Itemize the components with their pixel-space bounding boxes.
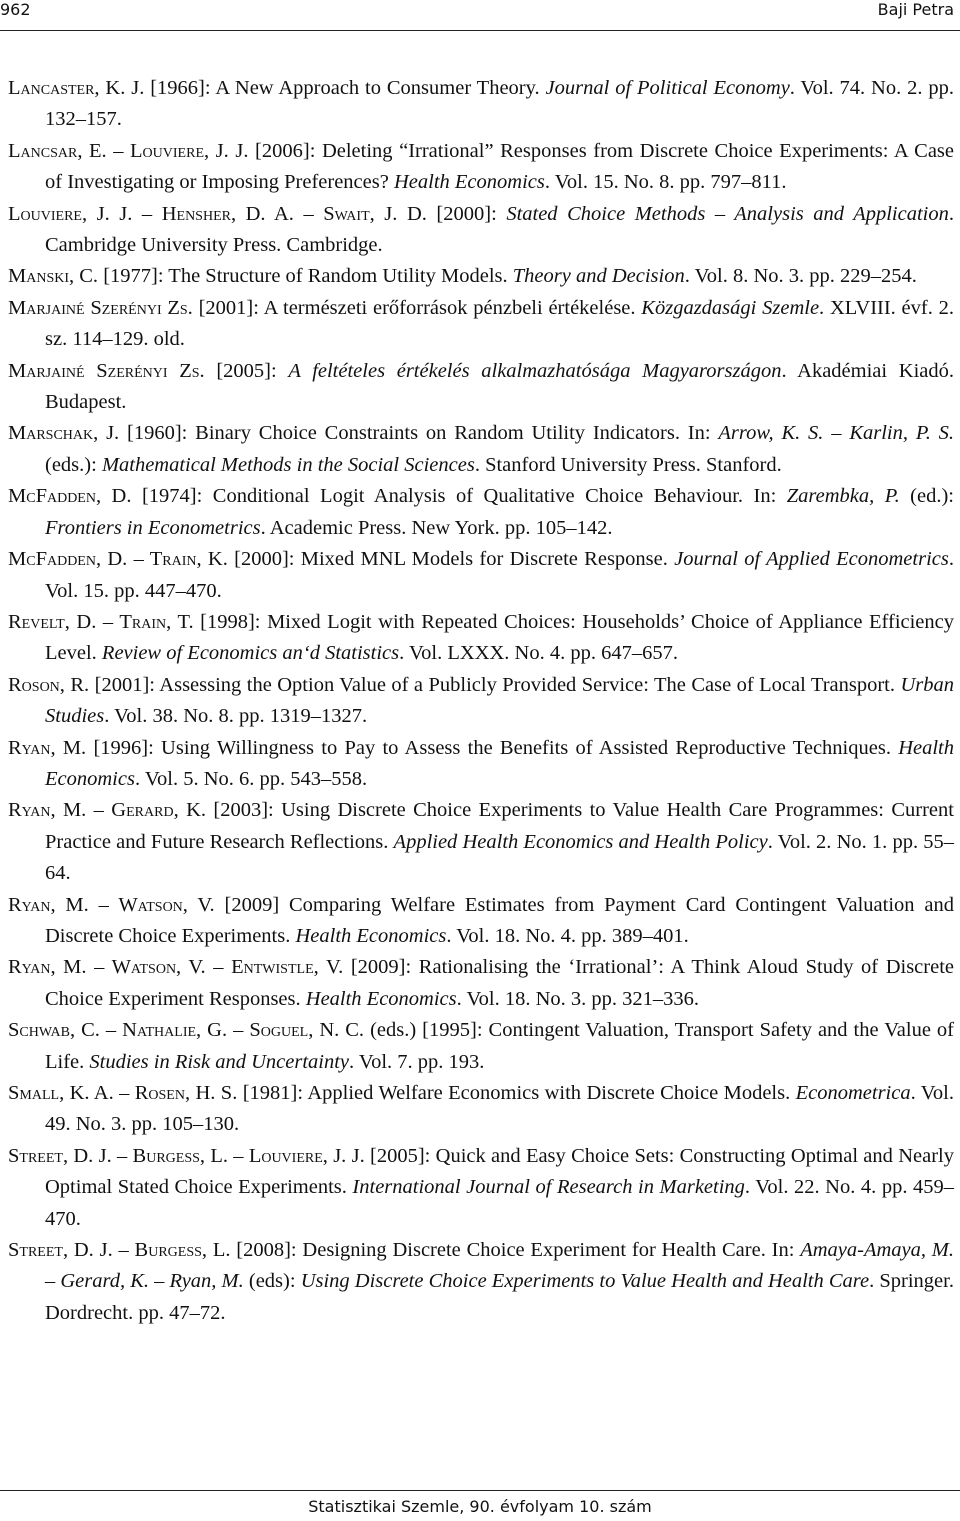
reference-text: [2000]: Mixed MNL Models for Discrete Response. (227, 548, 675, 571)
reference-authors: Street, D. J. – Burgess, L. (8, 1239, 231, 1262)
reference-source: Journal of Applied Econometrics (674, 548, 949, 571)
reference-entry (8, 795, 954, 889)
reference-text: . Vol. 8. No. 3. pp. 229–254. (684, 265, 917, 288)
reference-text: [1996]: Using Willingness to Pay to Assess the Benefits of Assisted Reproductive Techniques. (86, 736, 899, 759)
reference-text: (eds.): (45, 453, 102, 476)
reference-text: . Vol. 49. No. 3. pp. 105–130. (45, 1082, 954, 1136)
reference-source: Frontiers in Econometrics (45, 516, 261, 539)
reference-list (8, 73, 954, 1329)
reference-text: [2003]: Using Discrete Choice Experiments to Value Health Care Programmes: Current Practice and Future Research Reflections. (45, 799, 954, 853)
reference-source: International Journal of Research in Marketing (352, 1176, 745, 1199)
reference-source: Studies in Risk and Uncertainty (89, 1050, 350, 1073)
reference-entry (8, 1235, 954, 1329)
reference-entry (8, 544, 954, 607)
reference-source: Amaya-Amaya, M. – Gerard, K. – Ryan, M. (45, 1239, 954, 1293)
reference-authors: Schwab, C. – Nathalie, G. – Soguel, N. C. (8, 1019, 365, 1042)
reference-text: . Vol. 2. No. 1. pp. 55–64. (45, 830, 954, 885)
reference-authors: Ryan, M. – Gerard, K. (8, 799, 206, 822)
reference-source: Review of Economics an‘d Statistics (101, 642, 400, 665)
reference-text: [2006]: Deleting “Irrational” Responses from Discrete Choice Experiments: A Case of Investigating or Imposing Preferences? (45, 139, 954, 194)
reference-authors: Lancaster, K. J. (8, 77, 145, 99)
reference-source: Using Discrete Choice Experiments to Value Health and Health Care (300, 1270, 870, 1293)
reference-text: . Vol. 18. No. 4. pp. 389–401. (446, 924, 689, 947)
reference-entry (8, 261, 954, 292)
page-footer: Statisztikai Szemle, 90. évfolyam 10. szám (308, 1497, 652, 1516)
reference-text: . Vol. 18. No. 3. pp. 321–336. (456, 987, 700, 1010)
reference-text: . Vol. 74. No. 2. pp. 132–157. (45, 77, 955, 131)
reference-text: [2001]: A természeti erőforrások pénzbeli értékelése. (192, 296, 642, 319)
reference-entry (8, 890, 954, 953)
reference-authors: Ryan, M. – Watson, V. (8, 893, 215, 916)
reference-entry (8, 356, 954, 419)
reference-text: . Vol. 15. pp. 447–470. (45, 548, 954, 602)
reference-text: [2005]: Quick and Easy Choice Sets: Constructing Optimal and Nearly Optimal Stated Choice Experiments. (45, 1144, 954, 1199)
reference-authors: Lancsar, E. – Louviere, J. J. (8, 139, 249, 162)
reference-entry (8, 1015, 954, 1078)
reference-text: . Vol. 5. No. 6. pp. 543–558. (134, 767, 368, 790)
reference-authors: Marschak, J. (8, 422, 120, 445)
reference-text: . Vol. 22. No. 4. pp. 459–470. (45, 1176, 954, 1230)
reference-entry (8, 293, 954, 356)
reference-text: [1981]: Applied Welfare Economics with Discrete Choice Models. (237, 1082, 796, 1104)
reference-authors: Louviere, J. J. – Hensher, D. A. – Swait, J. D. (8, 202, 427, 225)
reference-text: . Stanford University Press. Stanford. (474, 453, 782, 476)
reference-authors: Roson, R. (8, 673, 90, 696)
reference-entry (8, 952, 954, 1015)
reference-authors: Ryan, M. – Watson, V. – Entwistle, V. (8, 956, 344, 979)
reference-authors: McFadden, D. – Train, K. (8, 548, 228, 571)
reference-text: [2000]: (426, 202, 507, 225)
reference-source: Health Economics (45, 736, 954, 790)
reference-authors: Small, K. A. – Rosen, H. S. (8, 1082, 238, 1104)
reference-text: [1998]: Mixed Logit with Repeated Choices: Households’ Choice of Appliance Efficiency Level. (45, 610, 955, 665)
reference-text: . Vol. 38. No. 8. pp. 1319–1327. (104, 705, 368, 728)
reference-authors: Revelt, D. – Train, T. (8, 610, 194, 633)
page-header (0, 0, 960, 28)
reference-entry (8, 481, 954, 544)
reference-authors: Ryan, M. (8, 736, 87, 759)
reference-text: (eds.) [1995]: Contingent Valuation, Transport Safety and the Value of Life. (45, 1019, 954, 1073)
reference-text: [2005]: (204, 359, 289, 382)
reference-source: Applied Health Economics and Health Policy (393, 830, 768, 853)
footer-rule (0, 1490, 960, 1491)
reference-text: . Vol. 15. No. 8. pp. 797–811. (544, 171, 787, 194)
reference-entry (8, 733, 954, 796)
reference-authors: McFadden, D. (8, 485, 132, 508)
reference-source: Urban Studies (45, 673, 955, 728)
reference-source: Theory and Decision (512, 265, 685, 288)
reference-source: Journal of Political Economy (545, 77, 790, 99)
reference-text: . Cambridge University Press. Cambridge. (45, 202, 954, 257)
reference-text: . Springer. Dordrecht. pp. 47–72. (45, 1270, 954, 1324)
reference-text: [2009] Comparing Welfare Estimates from Payment Card Contingent Valuation and Discrete Choice Experiments. (45, 893, 954, 947)
reference-source: Stated Choice Methods – Analysis and Application (506, 202, 949, 225)
reference-source: Arrow, K. S. – Karlin, P. S. (718, 422, 955, 445)
reference-text: [1966]: A New Approach to Consumer Theory. (144, 77, 546, 99)
running-author: Baji Petra (877, 0, 954, 19)
reference-text: [2008]: Designing Discrete Choice Experiment for Health Care. In: (230, 1239, 801, 1262)
reference-source: Health Economics (305, 987, 457, 1010)
reference-entry (8, 136, 954, 199)
reference-text: (ed.): (899, 485, 954, 508)
reference-source: Közgazdasági Szemle (641, 296, 820, 319)
reference-source: A feltételes értékelés alkalmazhatósága Magyarországon (288, 359, 782, 382)
reference-source: Econometrica (795, 1082, 911, 1104)
reference-entry (8, 1078, 954, 1141)
header-rule (0, 30, 960, 31)
reference-entry (8, 73, 954, 136)
reference-source: Mathematical Methods in the Social Sciences (101, 453, 475, 476)
reference-text: . Vol. LXXX. No. 4. pp. 647–657. (399, 642, 678, 665)
reference-authors: Street, D. J. – Burgess, L. – Louviere, J. J. (8, 1144, 365, 1167)
reference-text: [1960]: Binary Choice Constraints on Random Utility Indicators. In: (119, 422, 719, 445)
page-number: 962 (0, 0, 31, 19)
reference-entry (8, 670, 954, 733)
reference-text: . XLVIII. évf. 2. sz. 114–129. old. (45, 296, 955, 351)
reference-text: [1977]: The Structure of Random Utility Models. (98, 265, 513, 288)
reference-text: (eds): (243, 1270, 301, 1293)
reference-text: [2009]: Rationalising the ‘Irrational’: A Think Aloud Study of Discrete Choice Experiment Responses. (45, 956, 954, 1010)
reference-entry (8, 607, 954, 670)
reference-source: Zarembka, P. (786, 485, 900, 508)
reference-authors: Manski, C. (8, 265, 99, 288)
reference-text: . Academic Press. New York. pp. 105–142. (260, 516, 613, 539)
reference-entry (8, 199, 954, 262)
reference-authors: Marjainé Szerényi Zs. (8, 296, 193, 319)
reference-entry (8, 1141, 954, 1235)
reference-text: . Akadémiai Kiadó. Budapest. (45, 359, 954, 414)
reference-text: [2001]: Assessing the Option Value of a Publicly Provided Service: The Case of Local Transport. (89, 673, 901, 696)
reference-entry (8, 418, 954, 481)
reference-source: Health Economics (393, 171, 545, 194)
reference-source: Health Economics (295, 924, 447, 947)
reference-text: . Vol. 7. pp. 193. (349, 1050, 485, 1073)
reference-text: [1974]: Conditional Logit Analysis of Qualitative Choice Behaviour. In: (131, 485, 787, 508)
reference-authors: Marjainé Szerényi Zs. (8, 359, 205, 382)
